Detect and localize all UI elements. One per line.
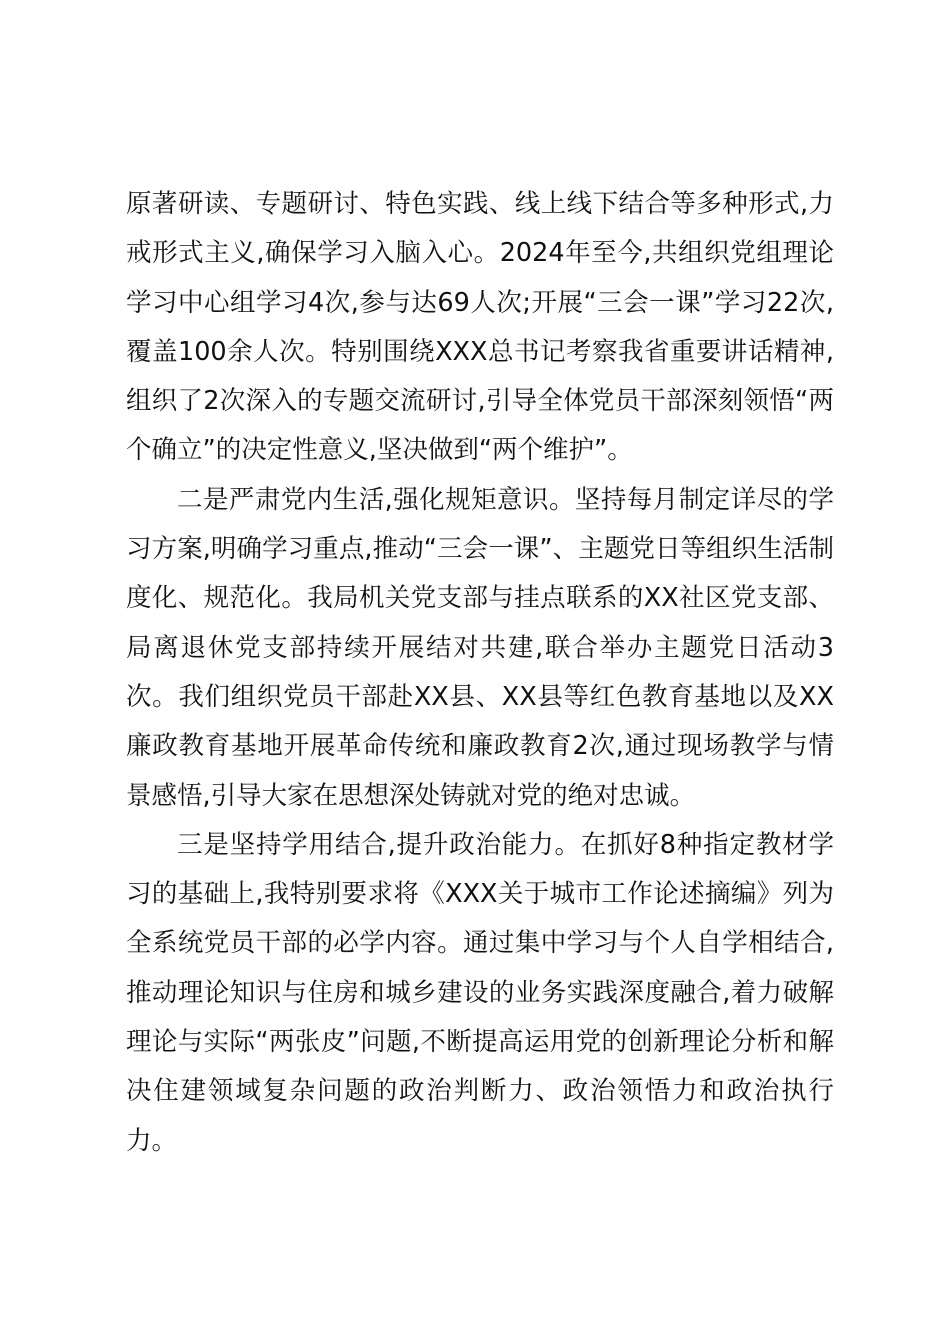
paragraph-point-three: 三是坚持学用结合,提升政治能力。在抓好8种指定教材学习的基础上,我特别要求将《XXX关于城市工作论述摘编》列为全系统党员干部的必学内容。通过集中学习与个人自学相结合,推动理论知识与住房和城乡建设的业务实践深度融合,着力破解理论与实际“两张皮”问题,不断提高运用党的创新理论分析和解决住建领域复杂问题的政治判断力、政治领悟力和政治执行力。 <box>126 829 834 1156</box>
document-body <box>126 180 834 1166</box>
paragraph-continuation: 原著研读、专题研讨、特色实践、线上线下结合等多种形式,力戒形式主义,确保学习入脑入心。2024年至今,共组织党组理论学习中心组学习4次,参与达69人次;开展“三会一课”学习22次,覆盖100余人次。特别围绕XXX总书记考察我省重要讲话精神,组织了2次深入的专题交流研讨,引导全体党员干部深刻领悟“两个确立”的决定性意义,坚决做到“两个维护”。 <box>126 189 834 466</box>
paragraph-point-two: 二是严肃党内生活,强化规矩意识。坚持每月制定详尽的学习方案,明确学习重点,推动“三会一课”、主题党日等组织生活制度化、规范化。我局机关党支部与挂点联系的XX社区党支部、局离退休党支部持续开展结对共建,联合举办主题党日活动3次。我们组织党员干部赴XX县、XX县等红色教育基地以及XX廉政教育基地开展革命传统和廉政教育2次,通过现场教学与情景感悟,引导大家在思想深处铸就对党的绝对忠诚。 <box>126 484 834 811</box>
